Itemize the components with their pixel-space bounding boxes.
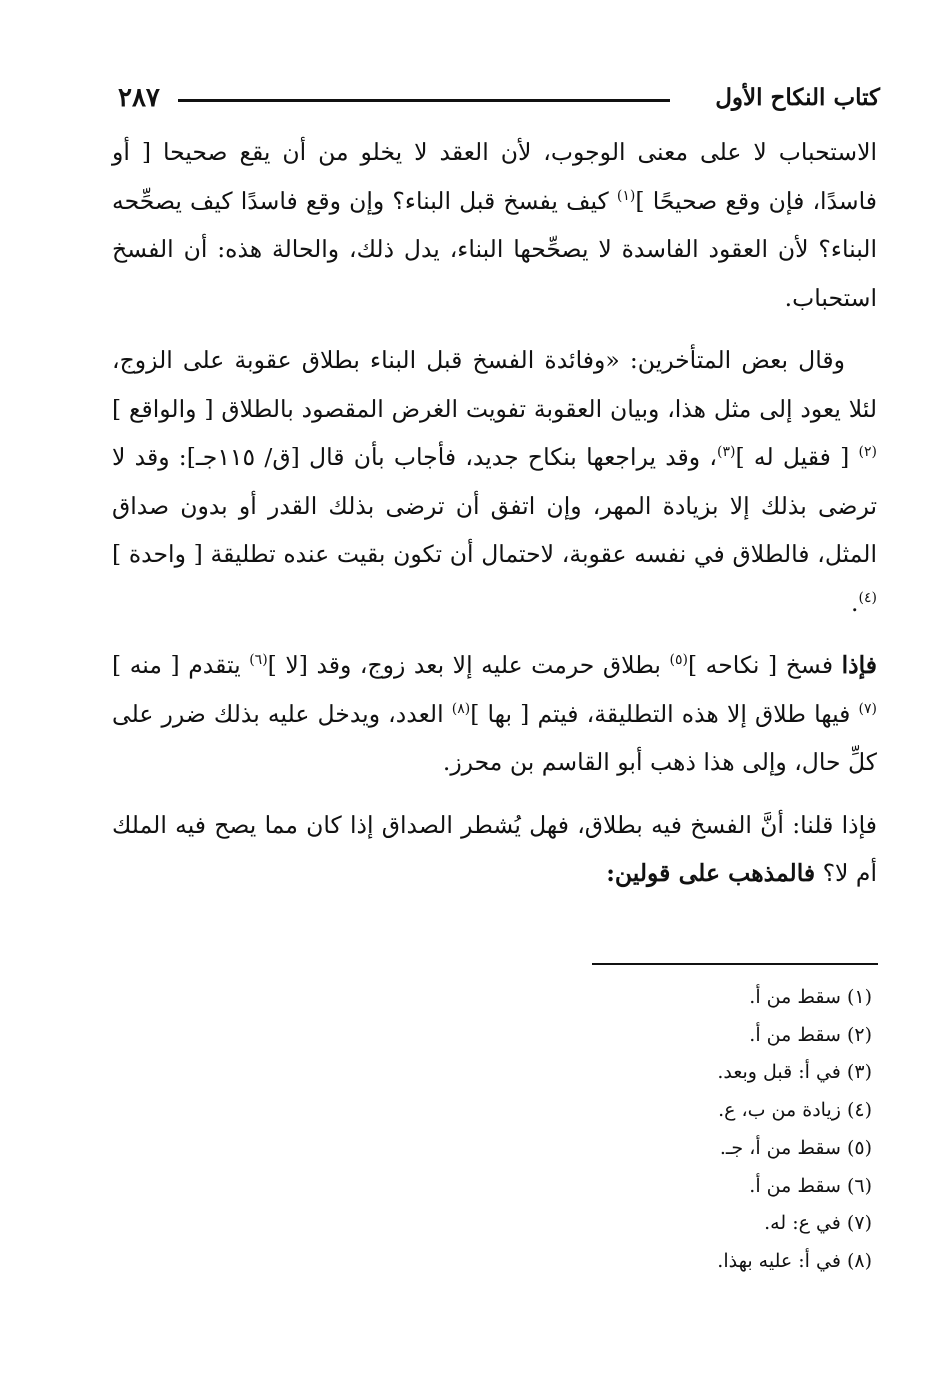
footnotes — [300, 979, 872, 1281]
text-segment: وقال بعض المتأخرين: «وفائدة الفسخ قبل البناء بطلاق عقوبة على الزوج، لئلا يعود إلى مثل هذا، وبيان العقوبة تفويت الغرض المقصود بالطلاق [ والواقع ] — [112, 346, 877, 423]
running-title: كتاب النكاح الأول — [715, 84, 880, 111]
bold-conclusion: فالمذهب على قولين: — [606, 859, 816, 887]
footnote-ref-6: (٦) — [249, 652, 268, 669]
paragraph-2 — [112, 336, 877, 627]
text-segment: يتقدم [ منه ] — [112, 651, 250, 679]
footnote-8: (٨) في أ: عليه بهذا. — [717, 1249, 872, 1272]
paragraph-4 — [112, 801, 877, 898]
header-rule — [178, 99, 670, 102]
text-segment: . — [851, 588, 859, 617]
footnote-ref-2: (٢) — [858, 444, 877, 461]
page-number: ٢٨٧ — [118, 83, 160, 113]
footnote-6: (٦) سقط من أ. — [749, 1174, 872, 1197]
footnote-1: (١) سقط من أ. — [749, 986, 872, 1008]
text-segment: الاستحباب لا على معنى الوجوب، لأن العقد لا يخلو من أن يقع صحيحا [ أو فاسدًا، فإن وقع صحيحًا ] — [112, 138, 877, 215]
text-segment: فإذا قلنا: أنَّ الفسخ فيه بطلاق، فهل يُشطر الصداق إذا كان مما يصح فيه الملك أم لا؟ — [112, 810, 877, 887]
text-segment: فسخ [ نكاحه ] — [687, 651, 842, 679]
text-segment: فيها طلاق إلا هذه التطليقة، فيتم [ بها ] — [470, 699, 859, 728]
footnote-3: (٣) في أ: قبل وبعد. — [717, 1061, 872, 1084]
footnote-ref-3: (٣) — [716, 444, 736, 461]
footnote-separator — [592, 963, 878, 965]
text-segment: [ فقيل له ] — [735, 443, 859, 471]
text-segment: ، وقد يراجعها بنكاح جديد، فأجاب بأن قال [ق/ ١١٥جـ]: وقد لا ترضى بذلك إلا بزيادة المهر، وإن اتفق أن ترضى بذلك القدر أو بدون صداق المثل، فالطلاق في نفسه عقوبة، لاحتمال أن تكون بقيت عنده تطليقة [ واحدة ] — [112, 443, 877, 568]
footnote-ref-5: (٥) — [669, 652, 688, 669]
paragraph-1 — [112, 128, 877, 322]
paragraph-3 — [112, 641, 877, 787]
page-header — [118, 78, 880, 118]
text-segment: كيف يفسخ قبل البناء؟ وإن وقع فاسدًا كيف يصحِّحه البناء؟ لأن العقود الفاسدة لا يصحِّحها البناء، يدل ذلك، والحالة هذه: أن الفسخ استحباب. — [112, 186, 877, 312]
footnote-ref-1: (١) — [616, 187, 636, 204]
main-text — [112, 128, 877, 912]
footnote-ref-7: (٧) — [858, 700, 877, 717]
footnote-ref-8: (٨) — [451, 700, 471, 717]
footnote-7: (٧) في ع: له. — [764, 1212, 872, 1235]
text-segment: بطلاق حرمت عليه إلا بعد زوج، وقد [لا ] — [267, 651, 670, 679]
footnote-2: (٢) سقط من أ. — [749, 1023, 872, 1046]
lead-word: فإذا — [841, 651, 878, 679]
text-segment: العدد، ويدخل عليه بذلك ضرر على كلِّ حال، وإلى هذا ذهب أبو القاسم بن محرز. — [112, 699, 877, 776]
footnote-ref-4: (٤) — [858, 589, 877, 606]
footnote-5: (٥) سقط من أ، جـ. — [719, 1136, 872, 1159]
footnote-4: (٤) زيادة من ب، ع. — [718, 1099, 872, 1122]
